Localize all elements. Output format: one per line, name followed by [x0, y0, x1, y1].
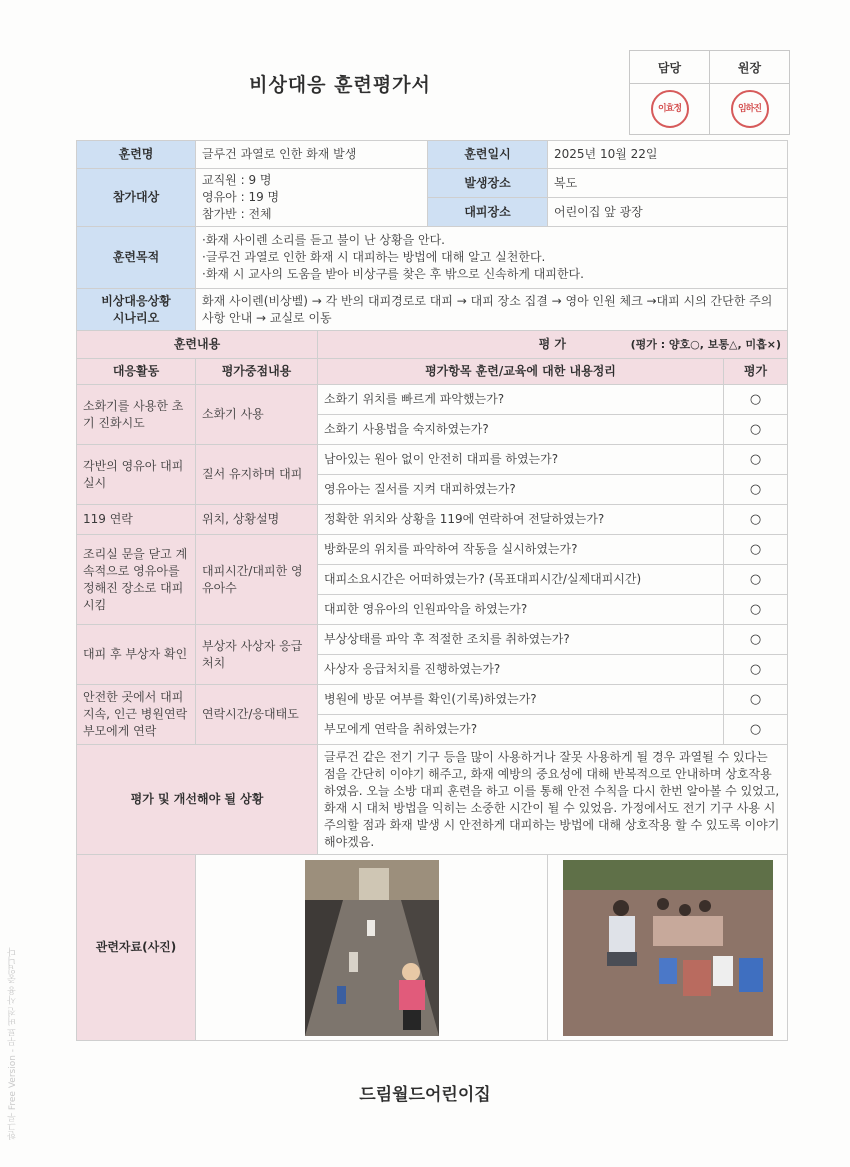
eval-item: 영유아는 질서를 지켜 대피하였는가? [318, 475, 724, 505]
document-title: 비상대응 훈련평가서 [249, 74, 431, 96]
footer-kindergarten-name: 드림월드어린이집 [359, 1085, 491, 1105]
eval-mark: ○ [724, 685, 788, 715]
improvement-text: 글루건 같은 전기 기구 등을 많이 사용하거나 잘못 사용하게 될 경우 과열될 수 있다는 점을 간단히 이야기 해주고, 화재 예방의 중요성에 대해 반복적으로 안내하며 상호작용 하였음. 오늘 소방 대피 훈련을 하고 이를 통해 안전 수칙을 다시 한번 알아볼 수 있었고, 화재 시 대처 방법을 익히는 소중한 시간이 될 수 있었음. 가정에서도 전기 기구 사용 시 주의할 점과 화재 발생 시 안전하게 대피하는 방법에 대해 상호작용 할 수 있도록 이야기 해야겠음. [318, 745, 788, 855]
col-activity-header: 대응활동 [77, 359, 196, 385]
eval-item: 사상자 응급처치를 진행하였는가? [318, 655, 724, 685]
incident-place-label: 발생장소 [428, 169, 548, 198]
eval-item: 소화기 위치를 빠르게 파악했는가? [318, 385, 724, 415]
eval-item: 대피소요시간은 어떠하였는가? (목표대피시간/실제대피시간) [318, 565, 724, 595]
training-date-value: 2025년 10월 22일 [548, 141, 788, 169]
eval-mark: ○ [724, 595, 788, 625]
scenario-label: 비상대응상황 시나리오 [77, 289, 196, 331]
col-focus-header: 평가중점내용 [196, 359, 318, 385]
eval-item: 병원에 방문 여부를 확인(기록)하였는가? [318, 685, 724, 715]
side-watermark: 한그루 Free Version - 무료 버전 사용 중입니다 [8, 947, 18, 1140]
improvement-label: 평가 및 개선해야 될 상황 [77, 745, 318, 855]
participants-value: 교직원 : 9 명 영유아 : 19 명 참가반 : 전체 [196, 169, 428, 227]
activity-cell: 조리실 문을 닫고 계속적으로 영유아를 정해진 장소로 대피시킴 [77, 535, 196, 625]
evaluation-header: (평가 : 양호○, 보통△, 미흡×) 평 가 [318, 331, 788, 359]
eval-mark: ○ [724, 445, 788, 475]
activity-cell: 소화기를 사용한 초기 진화시도 [77, 385, 196, 445]
approval-header-director: 원장 [710, 51, 790, 84]
participants-label: 참가대상 [77, 169, 196, 227]
incident-place-value: 복도 [548, 169, 788, 198]
eval-mark: ○ [724, 655, 788, 685]
photo-cell-1 [196, 855, 548, 1041]
approval-header-staff: 담당 [630, 51, 710, 84]
training-date-label: 훈련일시 [428, 141, 548, 169]
purpose-value: ·화재 사이렌 소리를 듣고 불이 난 상황을 안다. ·글루건 과열로 인한 화재 시 대피하는 방법에 대해 알고 실천한다. ·화재 시 교사의 도움을 받아 비상구를 찾은 후 밖으로 신속하게 대피한다. [196, 227, 788, 289]
stamp-director: 임하진 [731, 90, 769, 128]
stamp-staff: 이효정 [651, 90, 689, 128]
eval-item: 소화기 사용법을 숙지하였는가? [318, 415, 724, 445]
activity-cell: 각반의 영유아 대피 실시 [77, 445, 196, 505]
activity-cell: 안전한 곳에서 대피지속, 인근 병원연락 부모에게 연락 [77, 685, 196, 745]
focus-cell: 부상자 사상자 응급처치 [196, 625, 318, 685]
photo-cell-2 [548, 855, 788, 1041]
focus-cell: 대피시간/대피한 영유아수 [196, 535, 318, 625]
activity-cell: 대피 후 부상자 확인 [77, 625, 196, 685]
eval-mark: ○ [724, 535, 788, 565]
purpose-label: 훈련목적 [77, 227, 196, 289]
scenario-value: 화재 사이렌(비상벨) → 각 반의 대피경로로 대피 → 대피 장소 집결 → 영아 인원 체크 →대피 시의 간단한 주의사항 안내 → 교실로 이동 [196, 289, 788, 331]
training-content-header: 훈련내용 [77, 331, 318, 359]
evaluation-table [76, 140, 788, 1041]
focus-cell: 위치, 상황설명 [196, 505, 318, 535]
eval-item: 부모에게 연락을 취하였는가? [318, 715, 724, 745]
evaluation-scale: (평가 : 양호○, 보통△, 미흡×) [630, 338, 782, 351]
photos-label: 관련자료(사진) [77, 855, 196, 1041]
approval-box [629, 50, 790, 135]
eval-item: 남아있는 원아 없이 안전히 대피를 하였는가? [318, 445, 724, 475]
activity-cell: 119 연락 [77, 505, 196, 535]
eval-mark: ○ [724, 715, 788, 745]
col-items-header: 평가항목 훈련/교육에 대한 내용정리 [318, 359, 724, 385]
evacuation-place-label: 대피장소 [428, 198, 548, 227]
eval-item: 대피한 영유아의 인원파악을 하였는가? [318, 595, 724, 625]
eval-mark: ○ [724, 475, 788, 505]
focus-cell: 연락시간/응대태도 [196, 685, 318, 745]
eval-item: 부상상태를 파악 후 적절한 조치를 취하였는가? [318, 625, 724, 655]
focus-cell: 소화기 사용 [196, 385, 318, 445]
eval-mark: ○ [724, 505, 788, 535]
col-mark-header: 평가 [724, 359, 788, 385]
eval-item: 정확한 위치와 상황을 119에 연락하여 전달하였는가? [318, 505, 724, 535]
eval-mark: ○ [724, 415, 788, 445]
eval-mark: ○ [724, 385, 788, 415]
photo-children-gathered-plaza [563, 860, 773, 1036]
training-name-label: 훈련명 [77, 141, 196, 169]
focus-cell: 질서 유지하며 대피 [196, 445, 318, 505]
training-name-value: 글루건 과열로 인한 화재 발생 [196, 141, 428, 169]
evacuation-place-value: 어린이집 앞 광장 [548, 198, 788, 227]
eval-mark: ○ [724, 625, 788, 655]
eval-item: 방화문의 위치를 파악하여 작동을 실시하였는가? [318, 535, 724, 565]
photo-children-evacuating-stairs [305, 860, 439, 1036]
eval-mark: ○ [724, 565, 788, 595]
